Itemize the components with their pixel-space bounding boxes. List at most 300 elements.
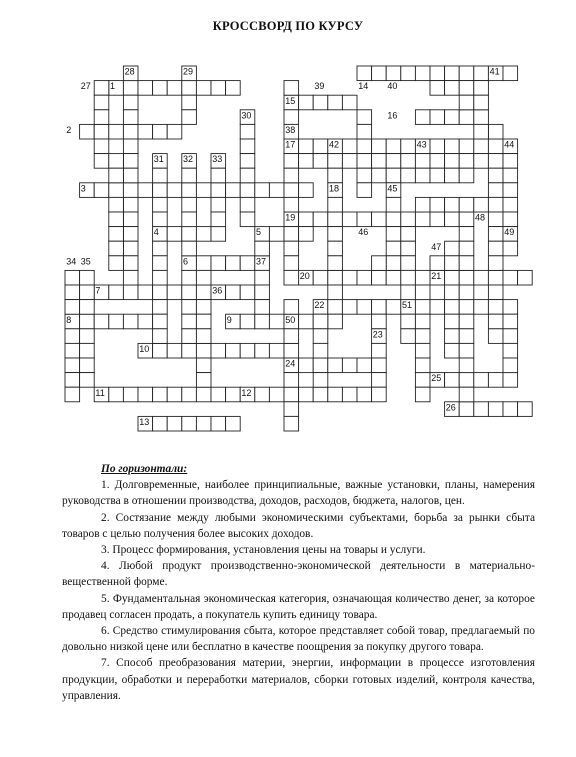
clue-number: 45: [387, 183, 398, 194]
grid-cell: [196, 300, 211, 315]
grid-cell: [430, 197, 445, 212]
grid-cell: [123, 81, 138, 96]
grid-cell: [196, 329, 211, 344]
grid-cell: [182, 227, 197, 242]
grid-cell: [328, 212, 343, 227]
grid-cell: [372, 270, 387, 285]
grid-cell: [474, 373, 489, 388]
grid-cell: [401, 212, 416, 227]
clue-number: 9: [226, 314, 232, 325]
grid-cell: [255, 300, 270, 315]
clue-number: 41: [489, 66, 500, 77]
grid-cell: [255, 314, 270, 329]
grid-cell: [123, 387, 138, 402]
grid-cell: [167, 285, 182, 300]
grid-cell: [80, 300, 95, 315]
clue-number: 46: [358, 227, 369, 238]
grid-cell: [445, 168, 460, 183]
clue-number: 50: [285, 314, 296, 325]
grid-cell: [123, 139, 138, 154]
grid-cell: [167, 81, 182, 96]
grid-cell: [284, 300, 299, 315]
grid-cell: [445, 343, 460, 358]
grid-cell: [313, 212, 328, 227]
grid-cell: [153, 343, 168, 358]
grid-cell: [138, 314, 153, 329]
grid-cell: [284, 270, 299, 285]
grid-cell: [459, 154, 474, 169]
page-title: КРОССВОРД ПО КУРСУ: [212, 19, 364, 33]
grid-cell: [415, 197, 430, 212]
grid-cell: [226, 183, 241, 198]
grid-cell: [445, 285, 460, 300]
grid-cell: [196, 227, 211, 242]
grid-cell: [226, 256, 241, 271]
grid-cell: [138, 124, 153, 139]
grid-cell: [94, 154, 109, 169]
clue-number: 17: [285, 139, 296, 150]
grid-cell: [430, 300, 445, 315]
grid-cell: [488, 124, 503, 139]
grid-cell: [211, 227, 226, 242]
grid-cell: [153, 329, 168, 344]
grid-cell: [488, 154, 503, 169]
grid-cell: [138, 183, 153, 198]
grid-cell: [196, 416, 211, 431]
grid-cell: [474, 66, 489, 81]
grid-cell: [80, 270, 95, 285]
grid-cell: [474, 402, 489, 417]
grid-cell: [153, 168, 168, 183]
grid-cell: [415, 329, 430, 344]
clue-number: 35: [80, 256, 91, 267]
grid-cell: [445, 329, 460, 344]
grid-cell: [430, 212, 445, 227]
grid-cell: [182, 300, 197, 315]
grid-cell: [386, 212, 401, 227]
grid-cell: [65, 373, 80, 388]
grid-cell: [182, 95, 197, 110]
grid-cell: [123, 256, 138, 271]
grid-cell: [255, 270, 270, 285]
grid-cell: [313, 139, 328, 154]
grid-cell: [182, 212, 197, 227]
grid-cell: [488, 329, 503, 344]
grid-cell: [167, 343, 182, 358]
clue-number: 21: [431, 271, 442, 281]
grid-cell: [459, 387, 474, 402]
grid-cell: [386, 139, 401, 154]
grid-cell: [357, 110, 372, 125]
grid-cell: [269, 387, 284, 402]
grid-cell: [459, 256, 474, 271]
grid-cell: [240, 212, 255, 227]
grid-cell: [401, 154, 416, 169]
grid-cell: [80, 373, 95, 388]
grid-cell: [401, 66, 416, 81]
grid-cell: [65, 387, 80, 402]
grid-cell: [153, 314, 168, 329]
grid-cell: [401, 256, 416, 271]
grid-cell: [474, 81, 489, 96]
grid-cell: [284, 154, 299, 169]
grid-cell: [167, 227, 182, 242]
grid-cell: [138, 81, 153, 96]
grid-cell: [401, 285, 416, 300]
grid-cell: [328, 270, 343, 285]
grid-cell: [415, 66, 430, 81]
grid-cell: [372, 358, 387, 373]
grid-cell: [299, 227, 314, 242]
clue-6: 6. Средство стимулирования сбыта, которое представляет собой товар, предлагаемый по довольно низкой цене или бесплатно в качестве поощрения за покупку другого товара.: [62, 625, 535, 654]
grid-cell: [182, 343, 197, 358]
grid-cell: [357, 387, 372, 402]
clue-number: 10: [139, 344, 150, 354]
clue-number: 14: [358, 81, 369, 92]
grid-cell: [488, 285, 503, 300]
grid-cell: [94, 110, 109, 125]
grid-cell: [328, 285, 343, 300]
grid-cell: [357, 270, 372, 285]
grid-cell: [313, 314, 328, 329]
grid-cell: [196, 256, 211, 271]
grid-cell: [459, 358, 474, 373]
grid-cell: [430, 168, 445, 183]
grid-cell: [167, 387, 182, 402]
grid-cell: [488, 300, 503, 315]
grid-cell: [196, 270, 211, 285]
grid-cell: [459, 402, 474, 417]
grid-cell: [80, 343, 95, 358]
grid-cell: [357, 183, 372, 198]
grid-cell: [445, 256, 460, 271]
grid-cell: [80, 285, 95, 300]
grid-cell: [313, 373, 328, 388]
grid-cell: [123, 95, 138, 110]
clue-number: 28: [124, 66, 135, 77]
grid-cell: [415, 314, 430, 329]
grid-cell: [65, 358, 80, 373]
grid-cell: [401, 329, 416, 344]
grid-cell: [284, 227, 299, 242]
grid-cell: [488, 168, 503, 183]
grid-cell: [328, 95, 343, 110]
grid-cell: [503, 168, 518, 183]
grid-cell: [503, 402, 518, 417]
grid-cell: [284, 241, 299, 256]
grid-cell: [284, 387, 299, 402]
grid-cell: [342, 387, 357, 402]
clue-number: 32: [183, 154, 194, 165]
grid-cell: [123, 212, 138, 227]
grid-cell: [255, 183, 270, 198]
grid-cell: [211, 343, 226, 358]
grid-cell: [153, 124, 168, 139]
grid-cell: [445, 154, 460, 169]
grid-cell: [328, 197, 343, 212]
grid-cell: [459, 95, 474, 110]
grid-cell: [415, 285, 430, 300]
grid-cell: [299, 387, 314, 402]
grid-cell: [153, 416, 168, 431]
grid-cell: [182, 285, 197, 300]
grid-cell: [65, 329, 80, 344]
grid-cell: [240, 256, 255, 271]
grid-cell: [240, 314, 255, 329]
grid-cell: [415, 358, 430, 373]
grid-cell: [445, 197, 460, 212]
grid-cell: [386, 256, 401, 271]
grid-cell: [488, 373, 503, 388]
grid-cell: [328, 300, 343, 315]
grid-cell: [138, 285, 153, 300]
grid-cell: [153, 81, 168, 96]
clue-number: 49: [504, 227, 515, 238]
grid-cell: [445, 66, 460, 81]
grid-cell: [123, 285, 138, 300]
grid-cell: [284, 343, 299, 358]
grid-cell: [226, 343, 241, 358]
grid-cell: [182, 270, 197, 285]
grid-cell: [459, 300, 474, 315]
clue-number: 4: [153, 227, 159, 238]
clue-number: 25: [431, 373, 442, 384]
grid-cell: [372, 212, 387, 227]
grid-cell: [386, 197, 401, 212]
grid-cell: [474, 270, 489, 285]
grid-cell: [109, 241, 124, 256]
grid-cell: [94, 95, 109, 110]
grid-cell: [401, 139, 416, 154]
grid-cell: [474, 139, 489, 154]
grid-cell: [240, 183, 255, 198]
grid-cell: [284, 197, 299, 212]
grid-cell: [284, 402, 299, 417]
grid-cell: [430, 66, 445, 81]
grid-cell: [109, 212, 124, 227]
grid-cell: [488, 227, 503, 242]
grid-cell: [459, 270, 474, 285]
clue-number: 38: [285, 125, 296, 135]
grid-cell: [182, 197, 197, 212]
clues-section: [62, 461, 535, 704]
grid-cell: [386, 66, 401, 81]
grid-cell: [459, 227, 474, 242]
grid-cell: [196, 358, 211, 373]
grid-cell: [474, 124, 489, 139]
clue-number: 8: [66, 314, 72, 325]
clue-number: 40: [387, 81, 398, 92]
grid-cell: [401, 241, 416, 256]
clue-number: 47: [431, 241, 442, 252]
grid-cell: [357, 139, 372, 154]
grid-cell: [474, 300, 489, 315]
grid-cell: [372, 387, 387, 402]
grid-cell: [415, 168, 430, 183]
grid-cell: [503, 183, 518, 198]
grid-cell: [518, 402, 533, 417]
grid-cell: [123, 197, 138, 212]
grid-cell: [211, 212, 226, 227]
clue-3: 3. Процесс формирования, установления цены на товары и услуги.: [101, 544, 426, 557]
clue-number: 15: [285, 95, 296, 106]
clue-number: 5: [256, 227, 262, 238]
clue-number: 26: [445, 402, 456, 413]
grid-cell: [401, 168, 416, 183]
grid-cell: [226, 387, 241, 402]
grid-cell: [123, 314, 138, 329]
grid-cell: [445, 241, 460, 256]
grid-cell: [372, 154, 387, 169]
grid-cell: [357, 124, 372, 139]
grid-cell: [488, 212, 503, 227]
grid-cell: [518, 270, 533, 285]
grid-cell: [109, 314, 124, 329]
grid-cell: [284, 183, 299, 198]
clue-number: 16: [387, 110, 398, 121]
grid-cell: [153, 270, 168, 285]
grid-cell: [269, 227, 284, 242]
grid-cell: [372, 168, 387, 183]
grid-cell: [445, 300, 460, 315]
grid-cell: [503, 373, 518, 388]
grid-cell: [401, 314, 416, 329]
grid-cell: [415, 270, 430, 285]
grid-cell: [342, 300, 357, 315]
clue-7: 7. Способ преобразования материи, энергии, информации в процессе изготовления продукции, обработки и переработки материалов, сборки готовых изделий, контроля качества, управления.: [62, 657, 535, 702]
grid-cell: [196, 183, 211, 198]
grid-cell: [503, 241, 518, 256]
grid-cell: [240, 154, 255, 169]
grid-cell: [80, 329, 95, 344]
grid-cell: [211, 416, 226, 431]
grid-cell: [328, 358, 343, 373]
grid-cell: [430, 81, 445, 96]
grid-cell: [459, 241, 474, 256]
grid-cell: [459, 139, 474, 154]
clue-number: 22: [314, 300, 325, 311]
grid-cell: [196, 81, 211, 96]
grid-cell: [386, 168, 401, 183]
grid-cell: [459, 373, 474, 388]
grid-cell: [313, 387, 328, 402]
grid-cell: [313, 95, 328, 110]
grid-cell: [153, 183, 168, 198]
grid-cell: [459, 66, 474, 81]
grid-cell: [474, 154, 489, 169]
clue-number: 6: [183, 256, 189, 267]
clue-number: 12: [241, 387, 252, 398]
grid-cell: [153, 387, 168, 402]
grid-cell: [503, 329, 518, 344]
grid-cell: [474, 197, 489, 212]
grid-cell: [430, 139, 445, 154]
grid-cell: [503, 314, 518, 329]
grid-cell: [211, 256, 226, 271]
grid-cell: [401, 227, 416, 242]
grid-cell: [372, 373, 387, 388]
clue-number: 20: [299, 271, 310, 281]
grid-cell: [430, 256, 445, 271]
grid-cell: [299, 154, 314, 169]
grid-cell: [182, 329, 197, 344]
grid-cell: [372, 139, 387, 154]
grid-cell: [123, 241, 138, 256]
grid-cell: [123, 110, 138, 125]
grid-cell: [488, 270, 503, 285]
grid-cell: [94, 124, 109, 139]
grid-cell: [415, 373, 430, 388]
grid-cell: [255, 343, 270, 358]
grid-cell: [386, 241, 401, 256]
grid-cell: [240, 285, 255, 300]
grid-cell: [459, 343, 474, 358]
grid-cell: [269, 314, 284, 329]
grid-cell: [284, 256, 299, 271]
clue-number: 30: [241, 110, 252, 121]
grid-cell: [211, 81, 226, 96]
grid-cell: [182, 81, 197, 96]
grid-cell: [299, 212, 314, 227]
grid-cell: [284, 416, 299, 431]
grid-cell: [94, 139, 109, 154]
grid-cell: [445, 81, 460, 96]
grid-cell: [240, 343, 255, 358]
clue-5: 5. Фундаментальная экономическая категория, означающая количество денег, за которое продавец согласен продать, а покупатель купить единицу товара.: [62, 592, 535, 621]
grid-cell: [299, 139, 314, 154]
grid-cell: [94, 314, 109, 329]
grid-cell: [182, 183, 197, 198]
grid-cell: [109, 197, 124, 212]
clues-heading: По горизонтали:: [101, 463, 188, 475]
grid-cell: [328, 168, 343, 183]
grid-cell: [109, 387, 124, 402]
grid-cell: [445, 270, 460, 285]
grid-cell: [459, 212, 474, 227]
grid-cell: [415, 154, 430, 169]
grid-cell: [357, 154, 372, 169]
grid-cell: [284, 110, 299, 125]
grid-cell: [488, 183, 503, 198]
grid-cell: [211, 387, 226, 402]
grid-cell: [328, 387, 343, 402]
clue-number: 2: [66, 125, 72, 135]
grid-cell: [123, 154, 138, 169]
clue-number: 13: [139, 417, 150, 427]
grid-cell: [240, 124, 255, 139]
grid-cell: [182, 416, 197, 431]
grid-cell: [65, 300, 80, 315]
grid-cell: [284, 81, 299, 96]
clue-number: 42: [329, 139, 340, 150]
grid-cell: [109, 227, 124, 242]
grid-cell: [284, 168, 299, 183]
grid-cell: [211, 183, 226, 198]
grid-cell: [430, 110, 445, 125]
grid-cell: [255, 241, 270, 256]
grid-cell: [445, 139, 460, 154]
grid-cell: [386, 154, 401, 169]
grid-cell: [357, 300, 372, 315]
grid-cell: [415, 387, 430, 402]
grid-cell: [196, 314, 211, 329]
grid-cell: [240, 197, 255, 212]
grid-cell: [80, 358, 95, 373]
grid-cell: [342, 270, 357, 285]
grid-cell: [65, 343, 80, 358]
grid-cell: [182, 110, 197, 125]
grid-cell: [313, 329, 328, 344]
